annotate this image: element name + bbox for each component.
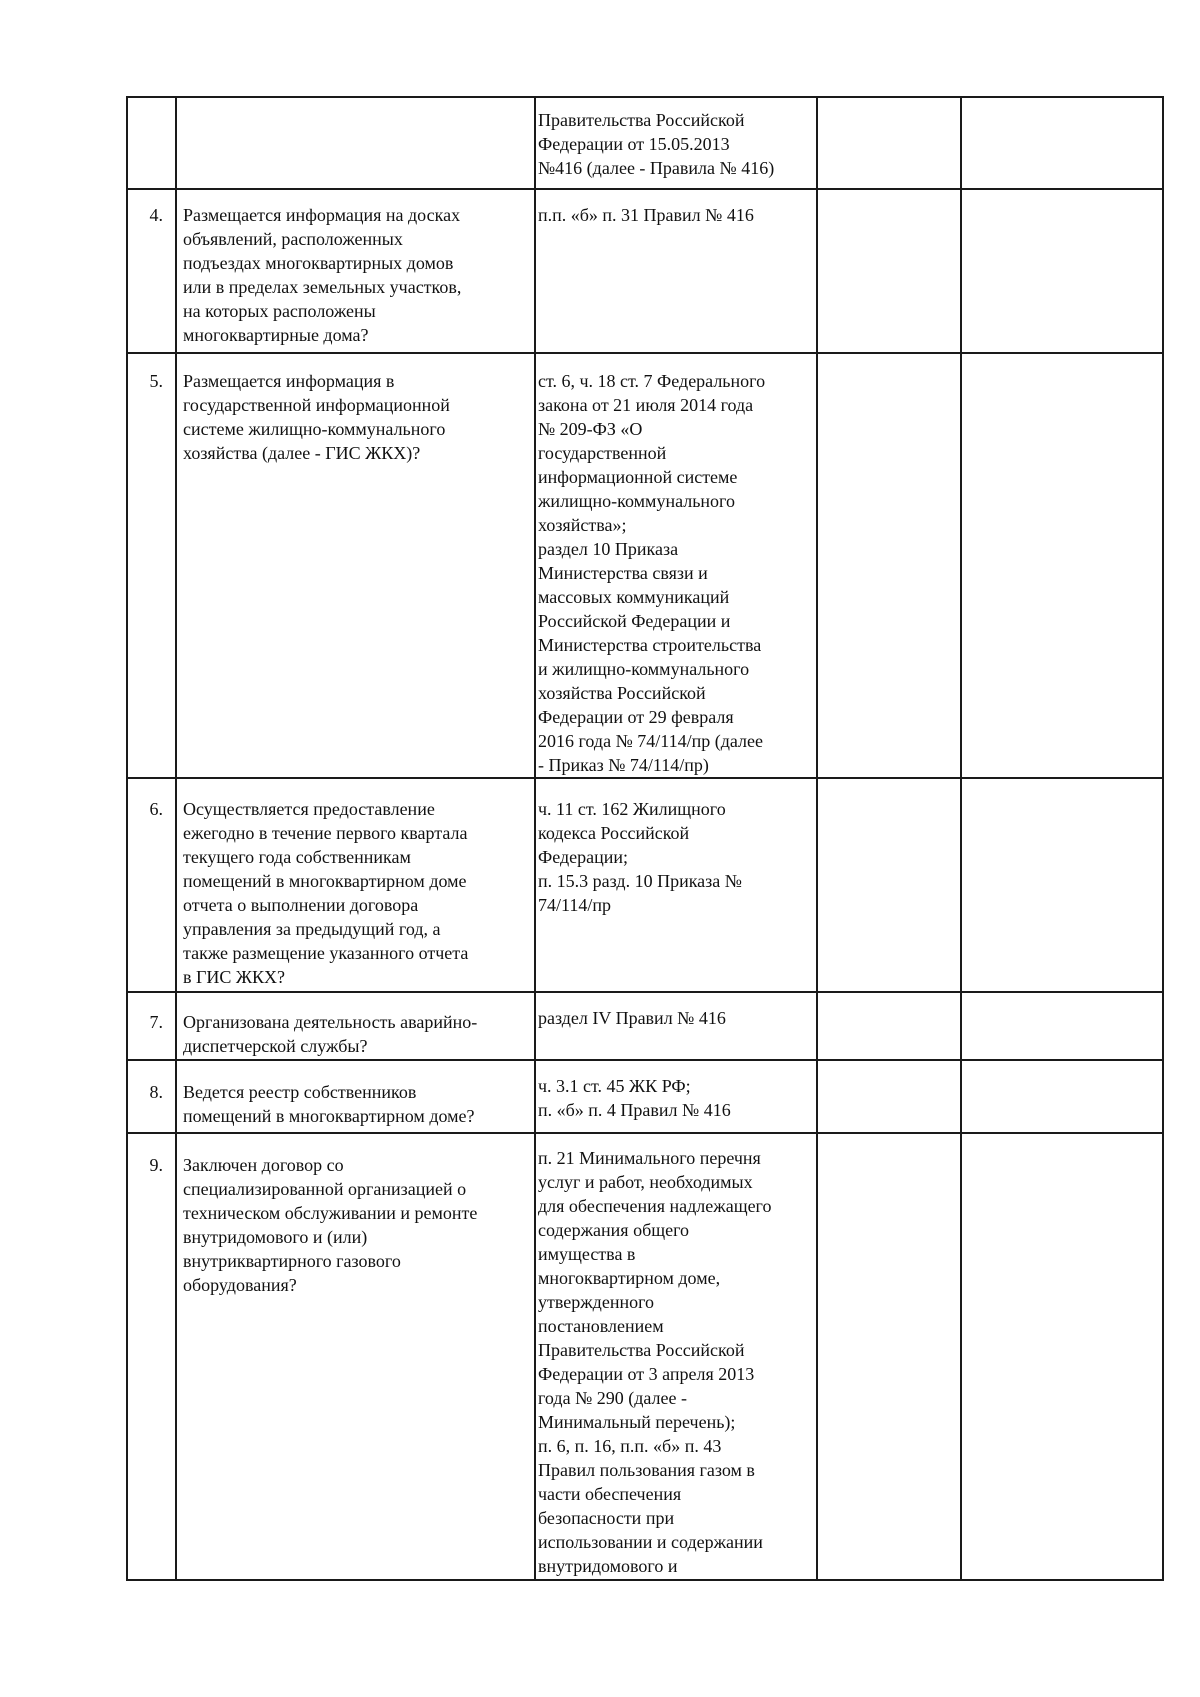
row-number: 6. xyxy=(149,799,163,819)
question-cell: Размещается информация в государственной информационной системе жилищно-коммунального хозяйства (далее - ГИС ЖКХ)? xyxy=(183,371,450,463)
question-cell: Заключен договор со специализированной организацией о техническом обслуживании и ремонте внутридомового и (или) внутриквартирного газового оборудования? xyxy=(183,1155,478,1295)
table-left-border xyxy=(126,96,128,1581)
column-divider xyxy=(960,96,962,1581)
question-cell: Организована деятельность аварийно- диспетчерской службы? xyxy=(183,1012,478,1056)
reference-cell: раздел IV Правил № 416 xyxy=(538,1008,726,1028)
column-divider xyxy=(816,96,818,1581)
row-number: 5. xyxy=(149,371,163,391)
row-number: 9. xyxy=(149,1155,163,1175)
row-number: 8. xyxy=(149,1082,163,1102)
row-number: 4. xyxy=(149,205,163,225)
table-right-border xyxy=(1162,96,1164,1581)
row-number: 7. xyxy=(149,1012,163,1032)
reference-cell: ч. 3.1 ст. 45 ЖК РФ; п. «б» п. 4 Правил № 416 xyxy=(538,1076,731,1120)
reference-cell: ч. 11 ст. 162 Жилищного кодекса Российской Федерации; п. 15.3 разд. 10 Приказа № 74/114/пр xyxy=(538,799,742,915)
question-cell: Ведется реестр собственников помещений в многоквартирном доме? xyxy=(183,1082,475,1126)
table-top-border xyxy=(126,96,1164,98)
table-bottom-border xyxy=(126,1579,1164,1581)
question-cell: Осуществляется предоставление ежегодно в течение первого квартала текущего года собственникам помещений в многоквартирном доме отчета о выполнении договора управления за предыдущий год, а также размещение указанного отчета в ГИС ЖКХ? xyxy=(183,799,469,987)
row-divider xyxy=(126,777,1164,779)
row-divider xyxy=(126,352,1164,354)
row-divider xyxy=(126,1132,1164,1134)
reference-cell: Правительства Российской Федерации от 15.05.2013 №416 (далее - Правила № 416) xyxy=(538,110,775,178)
reference-cell: п.п. «б» п. 31 Правил № 416 xyxy=(538,205,754,225)
column-divider xyxy=(175,96,177,1581)
reference-cell: ст. 6, ч. 18 ст. 7 Федерального закона от 21 июля 2014 года № 209-ФЗ «О государственной информационной системе жилищно-коммунального хозяйства»; раздел 10 Приказа Министерства связи и массовых коммуникаций Российской Федерации и Министерства строительства и жилищно-коммунального хозяйства Российской Федерации от 29 февраля 2016 года № 74/114/пр (далее - Приказ № 74/114/пр) xyxy=(538,371,766,775)
row-divider xyxy=(126,991,1164,993)
reference-cell: п. 21 Минимального перечня услуг и работ, необходимых для обеспечения надлежащего содержания общего имущества в многоквартирном доме, утвержденного постановлением Правительства Российской Федерации от 3 апреля 2013 года № 290 (далее - Минимальный перечень); п. 6, п. 16, п.п. «б» п. 43 Правил пользования газом в части обеспечения безопасности при использовании и содержании внутридомового и xyxy=(538,1148,772,1576)
question-cell: Размещается информация на досках объявлений, расположенных подъездах многоквартирных домов или в пределах земельных участков, на которых расположены многоквартирные дома? xyxy=(183,205,462,345)
column-divider xyxy=(534,96,536,1581)
row-divider xyxy=(126,1059,1164,1061)
row-divider xyxy=(126,188,1164,190)
